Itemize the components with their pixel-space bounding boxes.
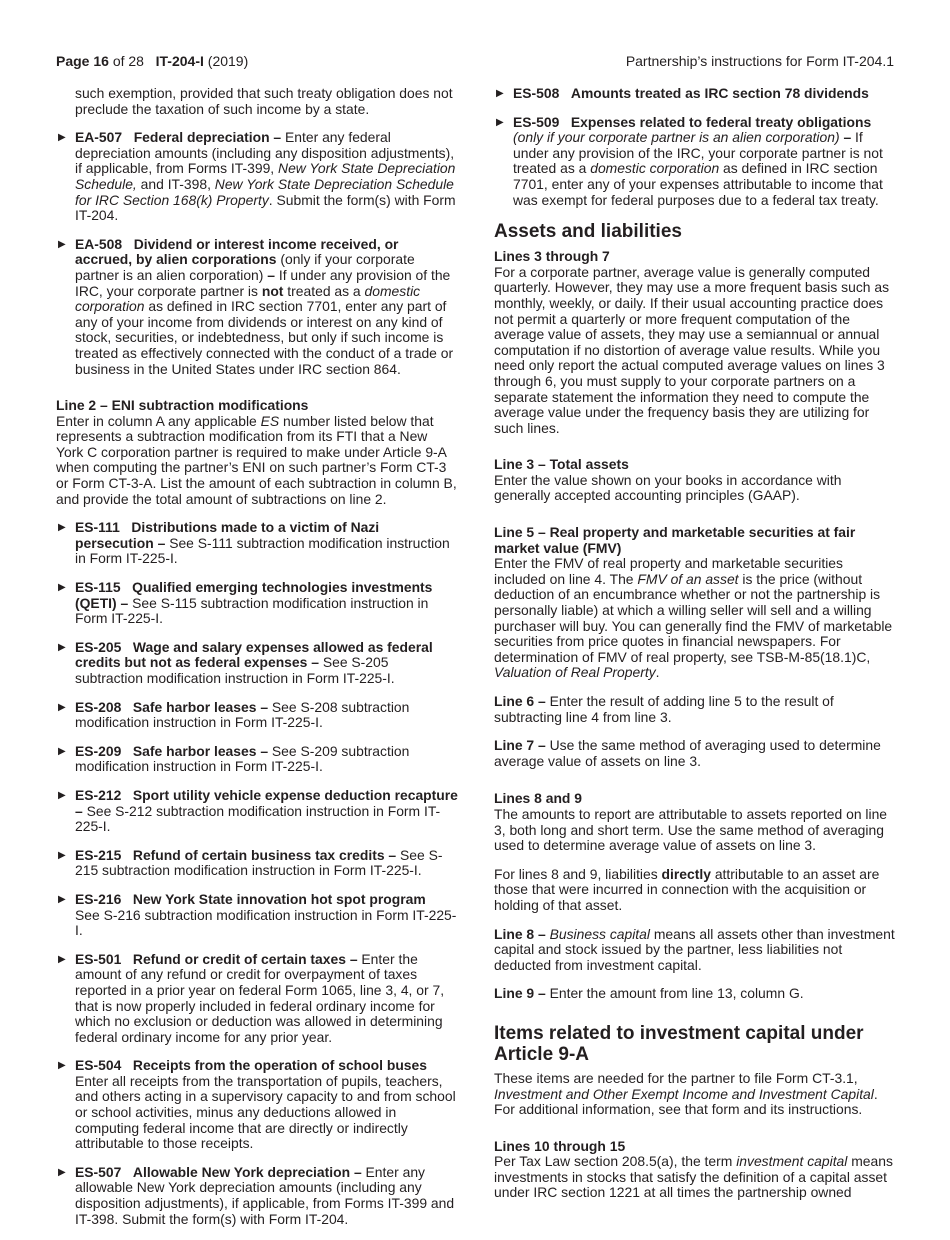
entry-dash: – (349, 950, 358, 967)
para-text: is the price (without deduction of an encumbrance whether or not the partnership is personally liable) at which a willing seller will sell and a willing purchaser will buy. You can generally find the FMV of marketable securities from price quotes in financial newspapers. For determination of FMV of real property, see TSB-M-85(18.1)C, (494, 570, 893, 665)
entry-code: EA-508 (75, 235, 123, 252)
entry-title: Safe harbor leases (132, 742, 257, 759)
entry-text: See S-111 subtraction modification instruction in Form IT-225-I. (75, 534, 450, 567)
entry-text: See S-208 subtraction modification instruction in Form IT-225-I. (75, 698, 410, 731)
entry-dash: – (843, 129, 852, 146)
entry-dash: – (273, 129, 282, 146)
line-9-text (494, 986, 896, 1002)
bullet-arrow-icon: ▶ (58, 641, 66, 653)
entry-title: Expenses related to federal treaty obligations (570, 113, 872, 130)
entry-italic: domestic corporation (590, 160, 720, 177)
heading-line-5: Line 5 – Real property and marketable securities at fair market value (FMV) (494, 524, 856, 556)
entry-text: If under any provision of the IRC, your corporate partner is not treated as a (513, 129, 883, 177)
bullet-arrow-icon: ▶ (58, 745, 66, 757)
entry-dash: – (75, 802, 83, 819)
entry-es508 (494, 86, 896, 102)
entry-es215 (56, 848, 458, 879)
entry-text: See S-216 subtraction modification instruction in Form IT-225-I. (75, 906, 457, 939)
entry-italic: (only if your corporate partner is an alien corporation) (513, 129, 840, 146)
entry-title: Receipts from the operation of school buses (132, 1057, 427, 1074)
heading-lines-10-15: Lines 10 through 15 (494, 1137, 626, 1154)
entry-bold: not (261, 282, 284, 299)
para-text: . For additional information, see that form and its instructions. (494, 1085, 878, 1118)
bullet-arrow-icon: ▶ (58, 522, 66, 534)
entry-text: See S-212 subtraction modification instruction in Form IT-225-I. (75, 802, 441, 835)
bullet-arrow-icon: ▶ (58, 893, 66, 905)
line2-text (56, 414, 458, 508)
heading-lines-3-7: Lines 3 through 7 (494, 248, 610, 265)
entry-title: Refund or credit of certain taxes (132, 950, 346, 967)
entry-code: EA-507 (75, 129, 123, 146)
para-text: means all assets other than investment capital and stock issued by the partner, less liabilities not deducted from investment capital. (494, 925, 895, 973)
entry-code: ES-205 (75, 638, 122, 655)
entry-dash: – (267, 266, 275, 283)
page-header-left (56, 53, 248, 70)
para-italic: investment capital (736, 1153, 848, 1170)
para-italic: Investment and Other Exempt Income and Investment Capital (494, 1085, 874, 1102)
entry-text: Enter any allowable New York depreciation amounts (including any disposition adjustments), if applicable, from Forms IT-399 and IT-398. Submit the form(s) with Form IT-204. (75, 1163, 455, 1227)
entry-title: Sport utility vehicle expense deduction recapture (132, 786, 458, 803)
entry-text: See S-209 subtraction modification instruction in Form IT-225-I. (75, 742, 410, 775)
entry-ea507 (56, 130, 458, 224)
entry-es509 (494, 115, 896, 209)
entry-text: If under any provision of the IRC, your corporate partner is (75, 266, 451, 299)
para-text: Per Tax Law section 208.5(a), the term (494, 1153, 733, 1170)
para-text: Enter the amount from line 13, column G. (549, 985, 804, 1002)
entry-italic: New York State Depreciation Schedule for IRC Section 168(k) Property (75, 175, 454, 208)
bullet-arrow-icon: ▶ (58, 701, 66, 713)
entry-title: Distributions made to a victim of Nazi persecution (75, 519, 380, 551)
entry-title: Amounts treated as IRC section 78 dividends (570, 85, 869, 101)
entry-text: (only if your corporate partner is an alien corporation) (75, 251, 415, 283)
entry-es501 (56, 952, 458, 1046)
entry-title: Dividend or interest income received, or accrued, by alien corporations (75, 235, 399, 268)
para-text: Enter the result of adding line 5 to the result of subtracting line 4 from line 3. (494, 693, 834, 725)
lines-10-15-text (494, 1154, 896, 1201)
entry-es115 (56, 580, 458, 627)
bullet-arrow-icon: ▶ (58, 132, 66, 144)
entry-code: ES-115 (75, 579, 121, 596)
bullet-arrow-icon: ▶ (58, 1060, 66, 1072)
bullet-arrow-icon: ▶ (58, 953, 66, 965)
bullet-arrow-icon: ▶ (58, 582, 66, 594)
section-heading-line2: Line 2 – ENI subtraction modifications (56, 397, 309, 414)
entry-text: Enter the amount of any refund or credit for overpayment of taxes reported in a prior year on federal Form 1065, line 3, 4, or 7, that is now properly included in federal ordinary income for which no exclusion or deduction was allowed in determining federal ordinary income for any prior year. (75, 950, 445, 1045)
entry-dash: – (157, 534, 166, 551)
lines-8-9-text: The amounts to report are attributable to assets reported on line 3, both long and short term. Use the same method of averaging used to determine average value of assets on line 3. (494, 805, 888, 854)
line-label: Line 7 – (494, 737, 546, 754)
entry-title: Qualified emerging technologies investments (QETI) (75, 579, 433, 611)
para-text: Enter in column A any applicable (56, 412, 257, 429)
para-italic: Valuation of Real Property (494, 664, 656, 681)
entry-title: New York State innovation hot spot program (132, 890, 426, 907)
para-text: attributable to an asset are those that were incurred in connection with the acquisition or holding of that asset. (494, 865, 880, 913)
entry-ea508 (56, 237, 458, 377)
entry-es111 (56, 520, 458, 567)
para-text: Enter the FMV of real property and marketable securities included on line 4. The (494, 555, 843, 587)
entry-dash: – (388, 846, 397, 863)
para-italic: Business capital (549, 925, 650, 942)
left-column (56, 86, 458, 1240)
lines-8-9-liabilities (494, 867, 896, 914)
entry-title: Safe harbor leases (132, 698, 257, 715)
para-text: . (655, 664, 660, 681)
entry-dash: – (353, 1163, 362, 1180)
entry-es216 (56, 892, 458, 939)
entry-text: See S-215 subtraction modification instruction in Form IT-225-I. (75, 846, 443, 879)
entry-code: ES-215 (75, 846, 122, 863)
line-label: Line 6 – (494, 693, 546, 709)
para-italic: FMV of an asset (637, 570, 739, 587)
continued-text: such exemption, provided that such treaty obligation does not preclude the taxation of such income by a state. (75, 85, 453, 117)
bullet-arrow-icon: ▶ (58, 238, 66, 250)
entry-text: as defined in IRC section 7701, enter any of your expenses attributable to income that was exempt for federal purposes due to a federal tax treaty. (513, 160, 883, 208)
section-title-investment: Items related to investment capital under Article 9-A (494, 1022, 864, 1065)
form-year: (2019) (207, 53, 249, 69)
entry-text: See S-115 subtraction modification instruction in Form IT-225-I. (75, 594, 429, 627)
form-number: IT-204-I (155, 53, 204, 69)
entry-es504 (56, 1058, 458, 1152)
line-label: Line 8 – (494, 925, 546, 942)
entry-dash: – (260, 742, 269, 759)
entry-text: Enter all receipts from the transportation of pupils, teachers, and others acting in a supervisory capacity to and from school or school activities, minus any deductions allowed in computing federal income that are directly or indirectly attributable to those receipts. (75, 1072, 456, 1152)
entry-text: treated as a (287, 282, 361, 299)
investment-intro (494, 1071, 896, 1118)
para-bold: directly (661, 865, 711, 882)
entry-title: Allowable New York depreciation (132, 1163, 351, 1180)
entry-code: ES-508 (513, 85, 560, 101)
entry-text: See S-205 subtraction modification instruction in Form IT-225-I. (75, 654, 395, 686)
entry-code: ES-504 (75, 1057, 122, 1074)
entry-es205 (56, 640, 458, 687)
page-number: 16 (93, 53, 109, 69)
entry-text: as defined in IRC section 7701, enter any part of any of your income from dividends or interest on any kind of stock, securities, or indebtedness, but only if such income is treated as effectively connected with the conduct of a trade or business in the United States under IRC section 864. (75, 298, 454, 377)
entry-code: ES-216 (75, 890, 122, 907)
entry-code: ES-212 (75, 786, 122, 803)
entry-code: ES-501 (75, 950, 122, 967)
lines-3-7-text: For a corporate partner, average value is generally computed quarterly. However, they may use a more frequent basis such as monthly, weekly, or daily. If their usual accounting practice does not permit a quarterly or more frequent computation of the average value of assets, they may use a semiannual or annual computation if no distortion of average value results. While you need only report the actual computed average values on lines 3 through 6, you must supply to your corporate partners on a separate statement the information they need to compute the average value under the frequency basis they are utilizing for such lines. (494, 263, 890, 436)
entry-dash: – (311, 654, 319, 671)
entry-text: Enter any federal depreciation amounts (including any disposition adjustments), if applicable, from Forms IT-399, (75, 129, 455, 177)
page-label: Page (56, 53, 90, 69)
section-title-assets: Assets and liabilities (494, 221, 682, 243)
bullet-arrow-icon: ▶ (496, 116, 504, 128)
entry-code: ES-111 (75, 519, 120, 536)
para-text: These items are needed for the partner to file Form CT-3.1, (494, 1069, 858, 1086)
bullet-arrow-icon: ▶ (58, 1166, 66, 1178)
entry-title: Refund of certain business tax credits (132, 846, 385, 863)
line-6-text (494, 694, 896, 725)
entry-text: and IT-398, (140, 175, 211, 192)
right-column (494, 86, 896, 1214)
entry-dash: – (120, 594, 129, 611)
line-5-text (494, 556, 896, 681)
para-text: means investments in stocks that satisfy the definition of a capital asset under IRC section 1221 at all times the partnership owned (494, 1153, 893, 1201)
heading-line-3: Line 3 – Total assets (494, 456, 629, 473)
para-text: Use the same method of averaging used to determine average value of assets on line 3. (494, 737, 881, 769)
entry-code: ES-507 (75, 1163, 122, 1180)
entry-es209 (56, 744, 458, 775)
entry-text: . Submit the form(s) with Form IT-204. (75, 191, 456, 224)
line-7-text (494, 738, 896, 769)
page-total: of 28 (112, 53, 144, 69)
entry-es208 (56, 700, 458, 731)
page-header-right: Partnership’s instructions for Form IT-204.1 (625, 53, 894, 69)
para-text: number listed below that represents a subtraction modification from its FTI that a New York C corporation partner is required to make under Article 9-A when computing the partner’s ENI on such partner’s Form CT-3 or Form CT-3-A. List the amount of each subtraction in column B, and provide the total amount of subtractions on line 2. (56, 412, 457, 507)
entry-es507 (56, 1165, 458, 1227)
entry-dash: – (260, 698, 269, 715)
bullet-arrow-icon: ▶ (58, 849, 66, 861)
heading-lines-8-9: Lines 8 and 9 (494, 790, 583, 807)
entry-code: ES-509 (513, 113, 560, 130)
entry-code: ES-209 (75, 742, 122, 759)
entry-title: Wage and salary expenses allowed as federal credits but not as federal expenses (75, 638, 433, 671)
line-label: Line 9 – (494, 985, 546, 1002)
para-text: For lines 8 and 9, liabilities (494, 865, 658, 882)
line-8-text (494, 927, 896, 974)
line-3-text: Enter the value shown on your books in accordance with generally accepted accounting principles (GAAP). (494, 471, 842, 504)
para-italic: ES (260, 412, 280, 429)
entry-italic: New York State Depreciation Schedule, (75, 160, 456, 192)
entry-code: ES-208 (75, 698, 122, 715)
bullet-arrow-icon: ▶ (58, 789, 66, 801)
bullet-arrow-icon: ▶ (496, 88, 504, 99)
entry-italic: domestic corporation (75, 282, 421, 315)
entry-title: Federal depreciation (133, 129, 270, 146)
entry-es212 (56, 788, 458, 835)
